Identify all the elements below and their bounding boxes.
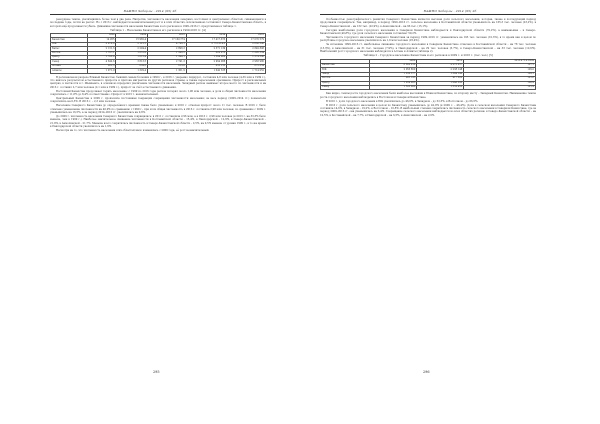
- table-cell: 9 273 657: [417, 63, 464, 67]
- table-cell: 3 121,1: [116, 42, 148, 46]
- paragraph: Особенностью демографического развития Северного Казахстана является высокая доля сельского населения, которая, также в последующий период продолжала сокращаться. Так, например, в период 1999–2016 гг. сельское население в Костанайской области уменьшилось на 165,3 тыс. человек (23,2%), в Северо-Казахстанской – на 132 тыс. (22,9%), в Акмолинской – на 96 тыс. (15,1%).: [320, 18, 536, 28]
- paragraph: Сегодня наибольшая доля городского населения в Северном Казахстане наблюдается в Павлодарской области (70,2%), а наименьшая – в Северо-Казахстанской (40,8%), где доля сельского населения составляет 59,2%.: [320, 28, 536, 35]
- table-cell: 2 862 398: [227, 42, 266, 46]
- table-caption: Таблица 1 – Население Казахстана и его регионов в 1999-2016 гг. [4]: [110, 28, 206, 32]
- table-cell: 1 642 335: [186, 69, 226, 73]
- table-cell: 1 329,4: [116, 69, 148, 73]
- table-cell: 3 813,5: [116, 60, 148, 64]
- row-label-cell: Центр: [321, 81, 370, 85]
- table-caption: Таблица 2 – Городское население Казахстана и его регионов в 2009 г. и 2016 г. (тыс. чел.) [5]: [363, 54, 493, 58]
- table-cell: 2 741,3: [148, 60, 187, 64]
- table-cell: 109,0: [464, 68, 536, 72]
- table-cell: 613,0: [148, 64, 187, 68]
- table-cell: 901 195: [370, 77, 417, 81]
- table-cell: 17 417,673: [186, 38, 226, 42]
- table-cell: 101,8: [464, 77, 536, 81]
- row-label-cell: Запад: [321, 72, 370, 76]
- table-cell: 2 849 808: [227, 47, 266, 51]
- header-cell: 2016 в % к 2009: [464, 59, 536, 63]
- table-cell: 15 982,4: [116, 38, 148, 42]
- table-cell: 1 039 005: [370, 81, 417, 85]
- table-cell: 1 364 082: [186, 56, 226, 60]
- table-cell: 2 131,3: [88, 47, 116, 51]
- page-number: 295: [153, 370, 160, 374]
- row-label-cell: Алматы: [51, 69, 88, 73]
- row-label-cell: ЮК: [51, 42, 88, 46]
- table-cell: 101,9: [464, 85, 536, 89]
- table-cell: 2 898,3: [148, 47, 187, 51]
- row-label-cell: Восток: [51, 51, 88, 55]
- table-cell: 2 731 614,3: [186, 42, 226, 46]
- header-cell: 2014: [186, 34, 226, 38]
- row-label-cell: Север: [321, 85, 370, 89]
- header-rule: [50, 14, 266, 15]
- paragraph: рекордные темпы, увеличившись более чем в два раза. Напротив, численность населения северных, восточных и центральных областей, снижающаяся в последние годы, почти не растёт. Но с 2013 г. наблюдается незначительный рост и в этих областях, исключением составляют Северо-Казахстанская область, в которой ещё продолжается убыль. Динамика численности населения Казахстана и его регионов в 1999–2016 гг. представлена в таблице 1.: [50, 18, 266, 28]
- page-number: 296: [423, 370, 430, 374]
- paragraph: Восточный Казахстан продолжает терять население: с 1999 по 2016 годы регион потерял около 1,96 млн человек, а доля в общей численности населения сократилась с 11,8% до 8,4% соответственно. Прирост в 2015 г. незначительный.: [50, 89, 266, 96]
- table-cell: 1 831,0: [116, 51, 148, 55]
- paragraph: Центральный Казахстан в 2009 г. произошла постоянная тенденция сокращения численности населения; за весь период (2009–2014 гг.) показатели сократились на 0,3%. В 2016 г. – 2,3 млн человек.: [50, 96, 266, 104]
- table-cell: 2 964 088: [186, 60, 226, 64]
- table-cell: 2 983 986: [227, 60, 266, 64]
- row-label-cell: Восток: [321, 77, 370, 81]
- right-page-content: [320, 18, 536, 118]
- urban-population-table: [320, 59, 536, 91]
- paragraph: В региональном разрезе Южный Казахстан, бывший самым большим в 1999 г., в 2016 г. уверенно лидирует, составляя 4,8 млн человек (4,36 млн в 1999 г.), что явилось результатом естественного прироста и притока мигрантов из других регионов страны, а также переселения оралманов. Прирост в региональных центрах, в частности в г. Шымкенте, в основном определил увеличение численности населения. Западный регион занимает второе место по численности и на 2016 г. составил 2,7 млн человек (2,1 млн в 1999 г.), прирост за счёт естественного движения.: [50, 75, 266, 89]
- paragraph: В 2016 г. доля сельского населения в целом по Казахстану уменьшилась до 42,9% (в 2009 г. – 46,4%). Доля в сельском населении Северного Казахстана составила 14,6%, в Западном – 19,2%, в Восточном – 10,8%. В наибольшей степени сократилась численность сельского населения в Северном Казахстане, где за период 2009–2016 гг. она уменьшилась на 6,4%. Сокращение сельского населения наблюдается во всех областях региона; в Северо-Казахстанской области – на 10,5%, в Костанайской – на 7,7%, в Павлодарской – на 6,5%, в Акмолинской – на 2,0%.: [320, 103, 536, 117]
- table-cell: 835 153: [186, 64, 226, 68]
- paragraph: Как видно, темпы роста городского населения были наиболее высокими в Южном Казахстане, по второму месту – Западный Казахстан. Наименьшие темпы роста городского населения наблюдались в Восточном и Северном Казахстане.: [320, 92, 536, 99]
- paragraph: В 2016 г. доля городского населения в ЮК увеличилась до 46,6%, в Западном – до 52,5%, в Восточном – до 66,5%.: [326, 99, 479, 103]
- left-page-content: [50, 18, 266, 133]
- table-cell: 1 374 396: [227, 56, 266, 60]
- table-row: [321, 85, 536, 89]
- table-cell: 1 398,5: [148, 51, 187, 55]
- table-cell: 872 654: [227, 64, 266, 68]
- paragraph: До 2009 г. численность населения Северного Казахстана сокращалась; в 2011 г. составляла 2,96 млн, а в 2016 г. 2,98 млн человек (в 2013 г. на 33,3% было меньше, чем в 1999 г.). Наиболее значительное снижение численности в Костанайской области – 15,4%, в Павлодарской – 12,9%, в Северо-Казахстанской – 21,9%, в Акмолинской – 21,7%. Меньше всего сократилась численность в Северо-Казахстанской области – 2,5%, на 0,5% меньше от уровня 1999 г., в то же время в Павлодарской области увеличилось на 1,9%.: [50, 115, 266, 128]
- row-label-cell: Астана: [51, 64, 88, 68]
- header-rule: [320, 14, 536, 15]
- table-cell: 109,1: [464, 72, 536, 76]
- paragraph: За истекшие 1999–2016 гг. наибольшее снижение городского населения в Северном Казахстане отмечено в Костанайской области – на 78 тыс. человек (13,3%), в Акмолинской – на 31 тыс. человек (7,9%), в Павлодарской – на 29 тыс. человек (5,7%), в Северо-Казахстанской – на 33 тыс. человек (12,6%). Наибольший рост городского населения наблюдался в Астане и Алматы (таблица 2).: [320, 43, 536, 54]
- table-cell: 1 523 862: [370, 85, 417, 89]
- table-cell: 1 071,9: [88, 69, 116, 73]
- table-cell: 1 714 052: [227, 69, 266, 73]
- table-cell: 2 294,4: [116, 47, 148, 51]
- table-cell: 2 371 139: [186, 47, 226, 51]
- header-cell: 2009: [116, 34, 148, 38]
- right-page: [300, 0, 600, 424]
- table-row: [51, 69, 266, 73]
- table-cell: 2 978,6: [88, 42, 116, 46]
- header-cell: 1999: [88, 34, 116, 38]
- table-cell: 1 552 453: [417, 85, 464, 89]
- table-cell: 100,9: [464, 81, 536, 85]
- table-cell: 4 796,1: [148, 42, 187, 46]
- table-cell: 17 160,774: [148, 38, 187, 42]
- paragraph: Численность городского населения Северного Казахстана за период 1999–2016 гг. уменьшилась на 193 тыс. человек (10,3%), в то время как в целом по республике городское население увеличилось на 1,9 млн человек (25,4%).: [320, 36, 536, 43]
- table-cell: 107,1: [464, 63, 536, 67]
- header-cell: 2016: [227, 34, 266, 38]
- paragraph: Население Северного Казахстана до определённого времени также было уменьшено; в 2016 г. отмечен прирост около 11 тыс. человек. В 2016 г. было отмечено уменьшение численности на 40,9% по сравнению с 1999 г., при этом общая численность в 2016 г. составила 2,98 млн человек; по сравнению с 2009 г. уменьшилась на 16,5%, а за период 2014–2016 гг. увеличилась на 0,6%.: [50, 104, 266, 114]
- header-cell: 2016: [148, 34, 187, 38]
- table-cell: 1 236 577: [370, 72, 417, 76]
- table-cell: 2 053 869: [370, 68, 417, 72]
- population-table: [50, 33, 266, 74]
- population-table-body: [51, 38, 266, 73]
- table-cell: 917 502: [417, 77, 464, 81]
- row-label-cell: Казахстан: [321, 63, 370, 67]
- table-cell: 8 662 919: [370, 63, 417, 67]
- row-label-cell: ЮК: [321, 68, 370, 72]
- paragraph: Несмотря на то, что численность населения этих областей мало изменилась с 2009 года, её рост незначительный.: [56, 129, 210, 133]
- table-cell: 2 238 148: [417, 68, 464, 72]
- table-cell: 17 670 579: [227, 38, 266, 42]
- running-head: ВАЖНО Хабарлы · 2014 (95) 2б: [123, 9, 177, 13]
- table-cell: 1 349 146: [417, 72, 464, 76]
- table-cell: 1 767,1: [88, 51, 116, 55]
- table-cell: 1 615,4: [116, 56, 148, 60]
- table-cell: 1 395 334: [227, 51, 266, 55]
- table-cell: 1 705,0: [88, 56, 116, 60]
- table-cell: 1 048 395: [417, 81, 464, 85]
- table-cell: 622 975: [186, 51, 226, 55]
- table-cell: 639,3: [116, 64, 148, 68]
- row-label-cell: Центр: [51, 56, 88, 60]
- table-cell: 14 955: [88, 38, 116, 42]
- row-label-cell: Север: [51, 60, 88, 64]
- table-cell: 4 642,6: [88, 60, 116, 64]
- row-label-cell: Батыс: [51, 47, 88, 51]
- table-cell: 281,3: [88, 64, 116, 68]
- table-cell: 1 394,1: [148, 56, 187, 60]
- header-cell: 2016: [417, 59, 464, 63]
- running-head: ВАЖНО Хабарлы · 2014 (95) 2б: [423, 9, 477, 13]
- urban-population-table-body: [321, 63, 536, 89]
- header-cell: 2009: [370, 59, 417, 63]
- row-label-cell: Казахстан: [51, 38, 88, 42]
- table-cell: 1 361,9: [148, 69, 187, 73]
